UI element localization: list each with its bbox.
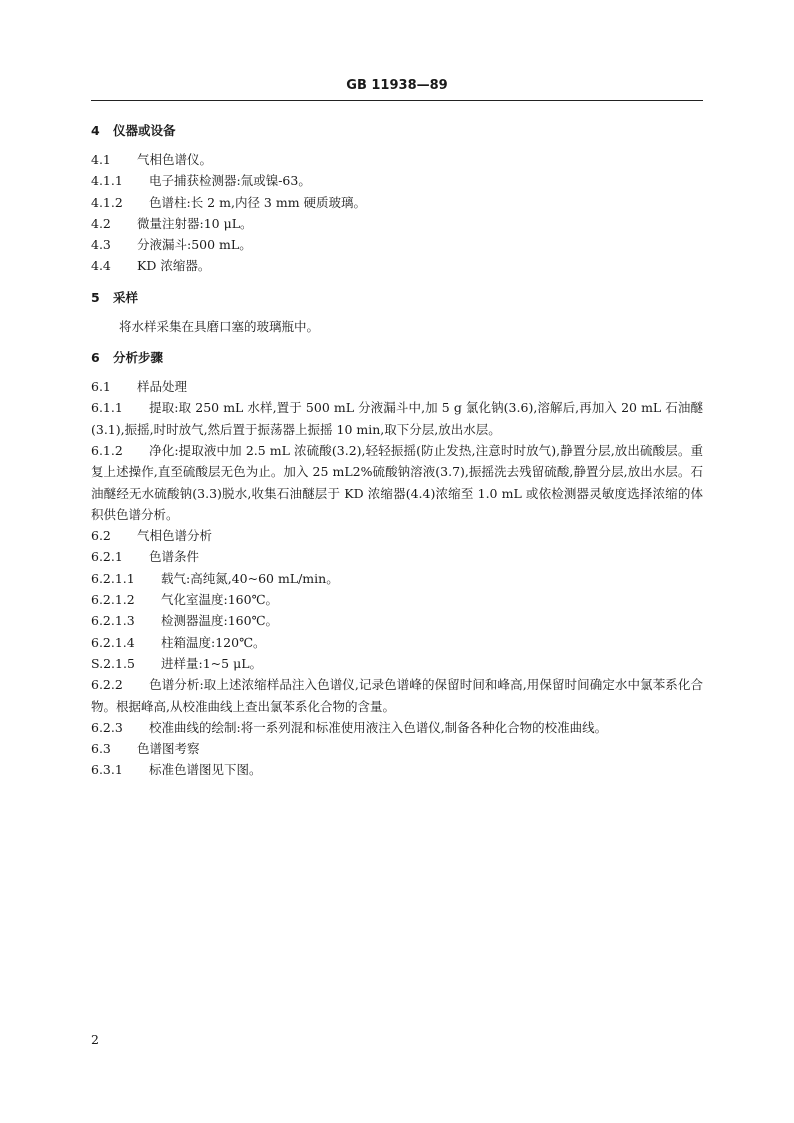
clause-6-2-1-3	[91, 610, 703, 631]
section-number: 4	[91, 123, 100, 138]
section-number: 5	[91, 289, 100, 305]
clause-number: 4.1	[91, 152, 111, 167]
clause-6-2-1-2	[91, 589, 703, 610]
clause-text: 微量注射器:10 μL。	[137, 215, 253, 231]
clause-6-1-2	[91, 440, 703, 525]
clause-6-1	[91, 376, 703, 397]
clause-number: 4.2	[91, 215, 111, 231]
clause-number: 6.3	[91, 741, 111, 757]
clause-number: 6.2.1.4	[91, 634, 135, 650]
clause-number: 4.3	[91, 237, 111, 253]
clause-4-4	[91, 255, 703, 276]
clause-6-2-1	[91, 546, 703, 567]
clause-4-1-1	[91, 170, 703, 191]
clause-6-2-1-1	[91, 568, 703, 589]
clause-text: 色谱图考察	[137, 741, 200, 757]
clause-text: 色谱分析:取上述浓缩样品注入色谱仪,记录色谱峰的保留时间和峰高,用保留时间确定水中氯苯系化合物。根据峰高,从校准曲线上查出氯苯系化合物的含量。	[91, 677, 703, 714]
clause-6-2-1-4	[91, 632, 703, 653]
clause-number: 4.4	[91, 258, 111, 274]
document-header: GB 11938—89	[346, 78, 448, 93]
clause-4-1-2	[91, 192, 703, 213]
clause-text: 样品处理	[137, 379, 188, 395]
clause-text: 电子捕获检测器:氚或镍-63。	[149, 173, 311, 189]
clause-text: 净化:提取液中加 2.5 mL 浓硫酸(3.2),轻轻振摇(防止发热,注意时时放气),静置分层,放出硫酸层。重复上述操作,直至硫酸层无色为止。加入 25 mL2%硫酸钠溶液(3.7),振摇洗去残留硫酸,静置分层,放出水层。石油醚经无水硫酸钠(3.3)脱水,收集石油醚层于 KD 浓缩器(4.4)浓缩至 1.0 mL 或依检测器灵敏度选择浓缩的体积供色谱分析。	[91, 442, 703, 522]
page-number: 2	[91, 1032, 99, 1047]
clause-text: 检测器温度:160℃。	[161, 613, 279, 629]
section-title: 采样	[113, 289, 139, 305]
clause-number: 4.1.2	[91, 194, 123, 210]
clause-4-2	[91, 213, 703, 234]
clause-text: 色谱柱:长 2 m,内径 3 mm 硬质玻璃。	[149, 194, 367, 210]
header-rule	[91, 100, 703, 101]
section-5-heading	[91, 287, 703, 308]
clause-number: 4.1.1	[91, 173, 123, 189]
section-title: 仪器或设备	[113, 123, 176, 138]
clause-6-2-2	[91, 674, 703, 717]
clause-text: 气化室温度:160℃。	[161, 592, 279, 608]
clause-number: 6.2.2	[91, 677, 123, 693]
clause-number: 6.1.1	[91, 400, 123, 416]
clause-number: S.2.1.5	[91, 655, 135, 671]
clause-6-3	[91, 738, 703, 759]
clause-number: 6.2.1	[91, 549, 123, 565]
clause-text: 气相色谱仪。	[137, 152, 213, 167]
clause-4-1	[91, 149, 703, 170]
clause-6-2	[91, 525, 703, 546]
clause-6-2-3	[91, 717, 703, 738]
clause-6-2-1-5	[91, 653, 703, 674]
clause-number: 6.2.3	[91, 719, 123, 735]
clause-text: 标准色谱图见下图。	[149, 762, 262, 778]
clause-6-1-1	[91, 397, 703, 440]
clause-text: 进样量:1~5 μL。	[161, 655, 262, 671]
clause-text: 校准曲线的绘制:将一系列混和标准使用液注入色谱仪,制备各种化合物的校准曲线。	[149, 719, 608, 735]
section-title: 分析步骤	[113, 350, 164, 366]
clause-number: 6.1.2	[91, 442, 123, 458]
section-5-text: 将水样采集在具磨口塞的玻璃瓶中。	[119, 318, 320, 334]
clause-text: 色谱条件	[149, 549, 200, 565]
clause-text: KD 浓缩器。	[137, 258, 211, 274]
section-4-heading	[91, 120, 703, 141]
document-body	[91, 118, 703, 781]
clause-4-3	[91, 234, 703, 255]
clause-text: 载气:高纯氮,40~60 mL/min。	[161, 570, 339, 586]
clause-text: 分液漏斗:500 mL。	[137, 237, 252, 253]
clause-number: 6.3.1	[91, 762, 123, 778]
clause-number: 6.2.1.2	[91, 592, 135, 608]
clause-text: 提取:取 250 mL 水样,置于 500 mL 分液漏斗中,加 5 g 氯化钠(3.6),溶解后,再加入 20 mL 石油醚(3.1),振摇,时时放气,然后置于振荡器上振摇 10 min,取下分层,放出水层。	[91, 400, 703, 437]
clause-number: 6.2.1.3	[91, 613, 135, 629]
clause-text: 气相色谱分析	[137, 528, 213, 544]
clause-number: 6.2	[91, 528, 111, 544]
clause-number: 6.2.1.1	[91, 570, 135, 586]
clause-number: 6.1	[91, 379, 111, 395]
clause-6-3-1	[91, 759, 703, 780]
section-6-heading	[91, 347, 703, 368]
section-number: 6	[91, 350, 100, 366]
clause-text: 柱箱温度:120℃。	[161, 634, 266, 650]
